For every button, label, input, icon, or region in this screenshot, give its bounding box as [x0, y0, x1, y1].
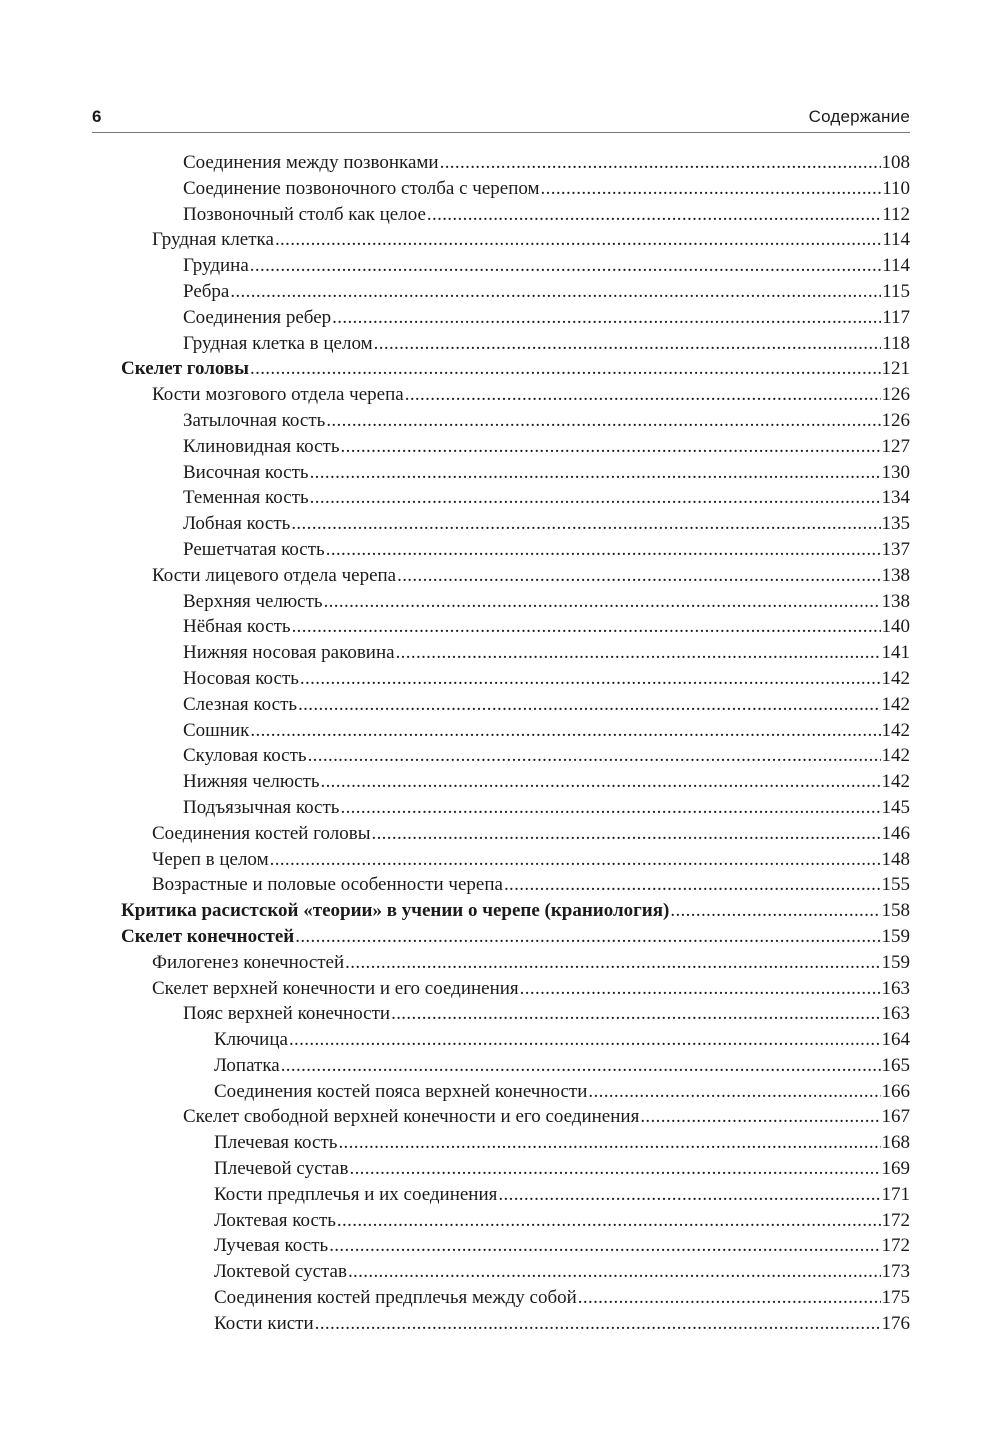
toc-entry[interactable]: [0, 1079, 1000, 1105]
toc-entry-title: Носовая кость: [183, 667, 299, 689]
toc-entry-title: Позвоночный столб как целое: [183, 203, 426, 225]
toc-entry-page: 126: [881, 409, 910, 431]
dot-leader: [250, 356, 881, 382]
toc-entry[interactable]: [0, 718, 1000, 744]
dot-leader: [292, 614, 881, 640]
toc-entry-title: Нижняя челюсть: [183, 771, 320, 793]
toc-entry-title: Нижняя носовая раковина: [183, 642, 395, 664]
dot-leader: [326, 537, 881, 563]
toc-entry-page: 114: [882, 255, 910, 277]
toc-entry-page: 173: [881, 1261, 910, 1283]
dot-leader: [427, 202, 881, 228]
toc-entry-title: Скелет верхней конечности и его соединения: [152, 977, 519, 999]
toc-entry-title: Скелет конечностей: [121, 925, 295, 947]
toc-entry-page: 141: [881, 642, 910, 664]
dot-leader: [291, 511, 880, 537]
toc-entry-title: Соединения ребер: [183, 306, 332, 328]
toc-entry[interactable]: [0, 1156, 1000, 1182]
toc-entry[interactable]: [0, 898, 1000, 924]
dot-leader: [348, 1259, 881, 1285]
toc-entry-title: Критика расистской «теории» в учении о черепе (краниология): [121, 900, 670, 922]
toc-entry-page: 130: [881, 461, 910, 483]
toc-entry[interactable]: [0, 253, 1000, 279]
toc-entry-page: 163: [881, 1003, 910, 1025]
toc-entry[interactable]: [0, 1104, 1000, 1130]
toc-entry[interactable]: [0, 1182, 1000, 1208]
toc-entry[interactable]: [0, 356, 1000, 382]
toc-entry-title: Подъязычная кость: [183, 796, 340, 818]
toc-entry-page: 142: [881, 667, 910, 689]
header-rule: [92, 132, 910, 133]
toc-entry-page: 148: [881, 848, 910, 870]
toc-entry[interactable]: [0, 460, 1000, 486]
toc-entry-title: Грудная клетка в целом: [183, 332, 373, 354]
toc-entry[interactable]: [0, 847, 1000, 873]
dot-leader: [250, 718, 880, 744]
toc-entry-page: 110: [882, 177, 910, 199]
toc-entry[interactable]: [0, 1259, 1000, 1285]
toc-entry-page: 155: [881, 874, 910, 896]
toc-entry[interactable]: [0, 434, 1000, 460]
dot-leader: [324, 589, 881, 615]
dot-leader: [520, 976, 881, 1002]
dot-leader: [504, 872, 881, 898]
toc-entry-page: 118: [882, 332, 910, 354]
toc-entry[interactable]: [0, 408, 1000, 434]
toc-entry-page: 134: [881, 487, 910, 509]
dot-leader: [275, 227, 881, 253]
toc-entry-page: 142: [881, 745, 910, 767]
dot-leader: [498, 1182, 880, 1208]
dot-leader: [338, 1130, 880, 1156]
toc-entry[interactable]: [0, 1233, 1000, 1259]
dot-leader: [374, 331, 882, 357]
toc-entry-title: Кости лицевого отдела черепа: [152, 564, 397, 586]
toc-entry-page: 158: [881, 900, 910, 922]
dot-leader: [289, 1027, 881, 1053]
running-title: Содержание: [808, 107, 910, 126]
dot-leader: [341, 434, 881, 460]
dot-leader: [349, 1156, 880, 1182]
dot-leader: [315, 1311, 881, 1337]
toc-entry-title: Локтевая кость: [214, 1209, 336, 1231]
dot-leader: [670, 898, 880, 924]
toc-entry-page: 171: [881, 1183, 910, 1205]
toc-entry[interactable]: [0, 614, 1000, 640]
dot-leader: [270, 847, 881, 873]
toc-entry-page: 159: [881, 925, 910, 947]
toc-entry-page: 175: [881, 1287, 910, 1309]
dot-leader: [391, 1001, 880, 1027]
dot-leader: [337, 1208, 881, 1234]
toc-entry[interactable]: [0, 743, 1000, 769]
toc-entry[interactable]: [0, 821, 1000, 847]
dot-leader: [310, 460, 881, 486]
toc-entry-title: Скелет свободной верхней конечности и его соединения: [183, 1106, 640, 1128]
toc-entry-title: Сошник: [183, 719, 250, 741]
toc-entry-page: 146: [881, 822, 910, 844]
toc-entry[interactable]: [0, 1027, 1000, 1053]
toc-entry-title: Решетчатая кость: [183, 538, 325, 560]
toc-entry-title: Кости кисти: [214, 1312, 314, 1334]
toc-entry[interactable]: [0, 227, 1000, 253]
toc-entry-page: 117: [882, 306, 910, 328]
toc-entry-title: Верхняя челюсть: [183, 590, 323, 612]
toc-entry[interactable]: [0, 1053, 1000, 1079]
toc-entry-title: Височная кость: [183, 461, 309, 483]
toc-entry-title: Лобная кость: [183, 513, 291, 535]
dot-leader: [340, 795, 880, 821]
toc-entry[interactable]: [0, 305, 1000, 331]
toc-entry-page: 166: [881, 1080, 910, 1102]
toc-entry-page: 112: [882, 203, 910, 225]
toc-entry-page: 114: [882, 229, 910, 251]
toc-entry-page: 138: [881, 564, 910, 586]
toc-entry-title: Кости предплечья и их соединения: [214, 1183, 498, 1205]
toc-entry-title: Череп в целом: [152, 848, 269, 870]
toc-entry-title: Плечевой сустав: [214, 1158, 349, 1180]
toc-entry[interactable]: [0, 589, 1000, 615]
toc-entry-title: Возрастные и половые особенности черепа: [152, 874, 503, 896]
toc-entry-title: Лопатка: [214, 1054, 280, 1076]
toc-entry-title: Слезная кость: [183, 693, 298, 715]
toc-entry[interactable]: [0, 640, 1000, 666]
toc-entry-page: 164: [881, 1029, 910, 1051]
toc-entry-page: 140: [881, 616, 910, 638]
toc-entry-title: Соединение позвоночного столба с черепом: [183, 177, 540, 199]
toc-entry[interactable]: [0, 202, 1000, 228]
toc-entry[interactable]: [0, 150, 1000, 176]
toc-entry-title: Лучевая кость: [214, 1235, 329, 1257]
toc-entry-page: 142: [881, 693, 910, 715]
dot-leader: [440, 150, 881, 176]
dot-leader: [295, 924, 880, 950]
toc-entry-title: Ребра: [183, 280, 230, 302]
toc-entry-title: Затылочная кость: [183, 409, 326, 431]
page-number: 6: [92, 107, 102, 126]
toc-entry-title: Нёбная кость: [183, 616, 291, 638]
toc-entry[interactable]: [0, 950, 1000, 976]
toc-entry-page: 172: [881, 1209, 910, 1231]
toc-entry[interactable]: [0, 924, 1000, 950]
toc-entry-page: 163: [881, 977, 910, 999]
dot-leader: [541, 176, 882, 202]
toc-entry[interactable]: [0, 666, 1000, 692]
dot-leader: [397, 563, 880, 589]
dot-leader: [250, 253, 881, 279]
dot-leader: [371, 821, 880, 847]
dot-leader: [345, 950, 880, 976]
toc-entry-page: 159: [881, 951, 910, 973]
toc-entry[interactable]: [0, 1285, 1000, 1311]
toc-entry-page: 137: [881, 538, 910, 560]
toc-entry-page: 121: [881, 358, 910, 380]
dot-leader: [405, 382, 881, 408]
toc-entry-page: 176: [881, 1312, 910, 1334]
toc-entry-page: 142: [881, 771, 910, 793]
toc-entry-page: 167: [881, 1106, 910, 1128]
toc-entry-title: Скелет головы: [121, 358, 249, 380]
toc-entry-page: 168: [881, 1132, 910, 1154]
toc-entry[interactable]: [0, 1311, 1000, 1337]
toc-entry[interactable]: [0, 537, 1000, 563]
dot-leader: [281, 1053, 881, 1079]
toc-entry[interactable]: [0, 511, 1000, 537]
dot-leader: [320, 769, 880, 795]
toc-entry[interactable]: [0, 1001, 1000, 1027]
page-header: [92, 104, 910, 130]
toc-entry[interactable]: [0, 382, 1000, 408]
toc-entry-page: 135: [881, 513, 910, 535]
dot-leader: [310, 485, 881, 511]
toc-entry-page: 108: [881, 152, 910, 173]
toc-entry-title: Грудная клетка: [152, 229, 274, 251]
toc-entry-title: Клиновидная кость: [183, 435, 340, 457]
toc-entry[interactable]: [0, 176, 1000, 202]
dot-leader: [640, 1104, 880, 1130]
toc-entry-title: Ключица: [214, 1029, 288, 1051]
toc-entry-title: Грудина: [183, 255, 249, 277]
toc-entry-page: 145: [881, 796, 910, 818]
toc-entry-title: Плечевая кость: [214, 1132, 338, 1154]
dot-leader: [332, 305, 881, 331]
toc-entry[interactable]: [0, 769, 1000, 795]
dot-leader: [230, 279, 881, 305]
dot-leader: [329, 1233, 880, 1259]
toc-entry-title: Кости мозгового отдела черепа: [152, 384, 404, 406]
toc-entry-title: Соединения между позвонками: [183, 152, 439, 173]
toc-entry-page: 138: [881, 590, 910, 612]
toc-entry-page: 142: [881, 719, 910, 741]
toc-entry-title: Пояс верхней конечности: [183, 1003, 391, 1025]
dot-leader: [300, 666, 881, 692]
dot-leader: [298, 692, 880, 718]
toc-entry-title: Соединения костей пояса верхней конечности: [214, 1080, 588, 1102]
dot-leader: [396, 640, 881, 666]
toc-entry[interactable]: [0, 1130, 1000, 1156]
toc-entry[interactable]: [0, 485, 1000, 511]
toc-entry-page: 126: [881, 384, 910, 406]
toc-entry[interactable]: [0, 279, 1000, 305]
toc-entry-title: Соединения костей головы: [152, 822, 371, 844]
toc-entry-title: Теменная кость: [183, 487, 309, 509]
toc-entry-page: 127: [881, 435, 910, 457]
toc-entry-title: Филогенез конечностей: [152, 951, 345, 973]
table-of-contents: [0, 150, 1000, 1337]
toc-entry-page: 165: [881, 1054, 910, 1076]
toc-entry-title: Скуловая кость: [183, 745, 307, 767]
toc-entry[interactable]: [0, 692, 1000, 718]
dot-leader: [308, 743, 881, 769]
toc-entry[interactable]: [0, 795, 1000, 821]
toc-entry[interactable]: [0, 976, 1000, 1002]
toc-entry-page: 115: [882, 280, 910, 302]
toc-entry[interactable]: [0, 563, 1000, 589]
toc-entry-page: 169: [881, 1158, 910, 1180]
toc-entry-title: Локтевой сустав: [214, 1261, 347, 1283]
dot-leader: [588, 1079, 880, 1105]
dot-leader: [326, 408, 880, 434]
toc-entry[interactable]: [0, 331, 1000, 357]
toc-entry[interactable]: [0, 1208, 1000, 1234]
toc-entry-title: Соединения костей предплечья между собой: [214, 1287, 577, 1309]
dot-leader: [578, 1285, 881, 1311]
toc-entry-page: 172: [881, 1235, 910, 1257]
toc-entry[interactable]: [0, 872, 1000, 898]
